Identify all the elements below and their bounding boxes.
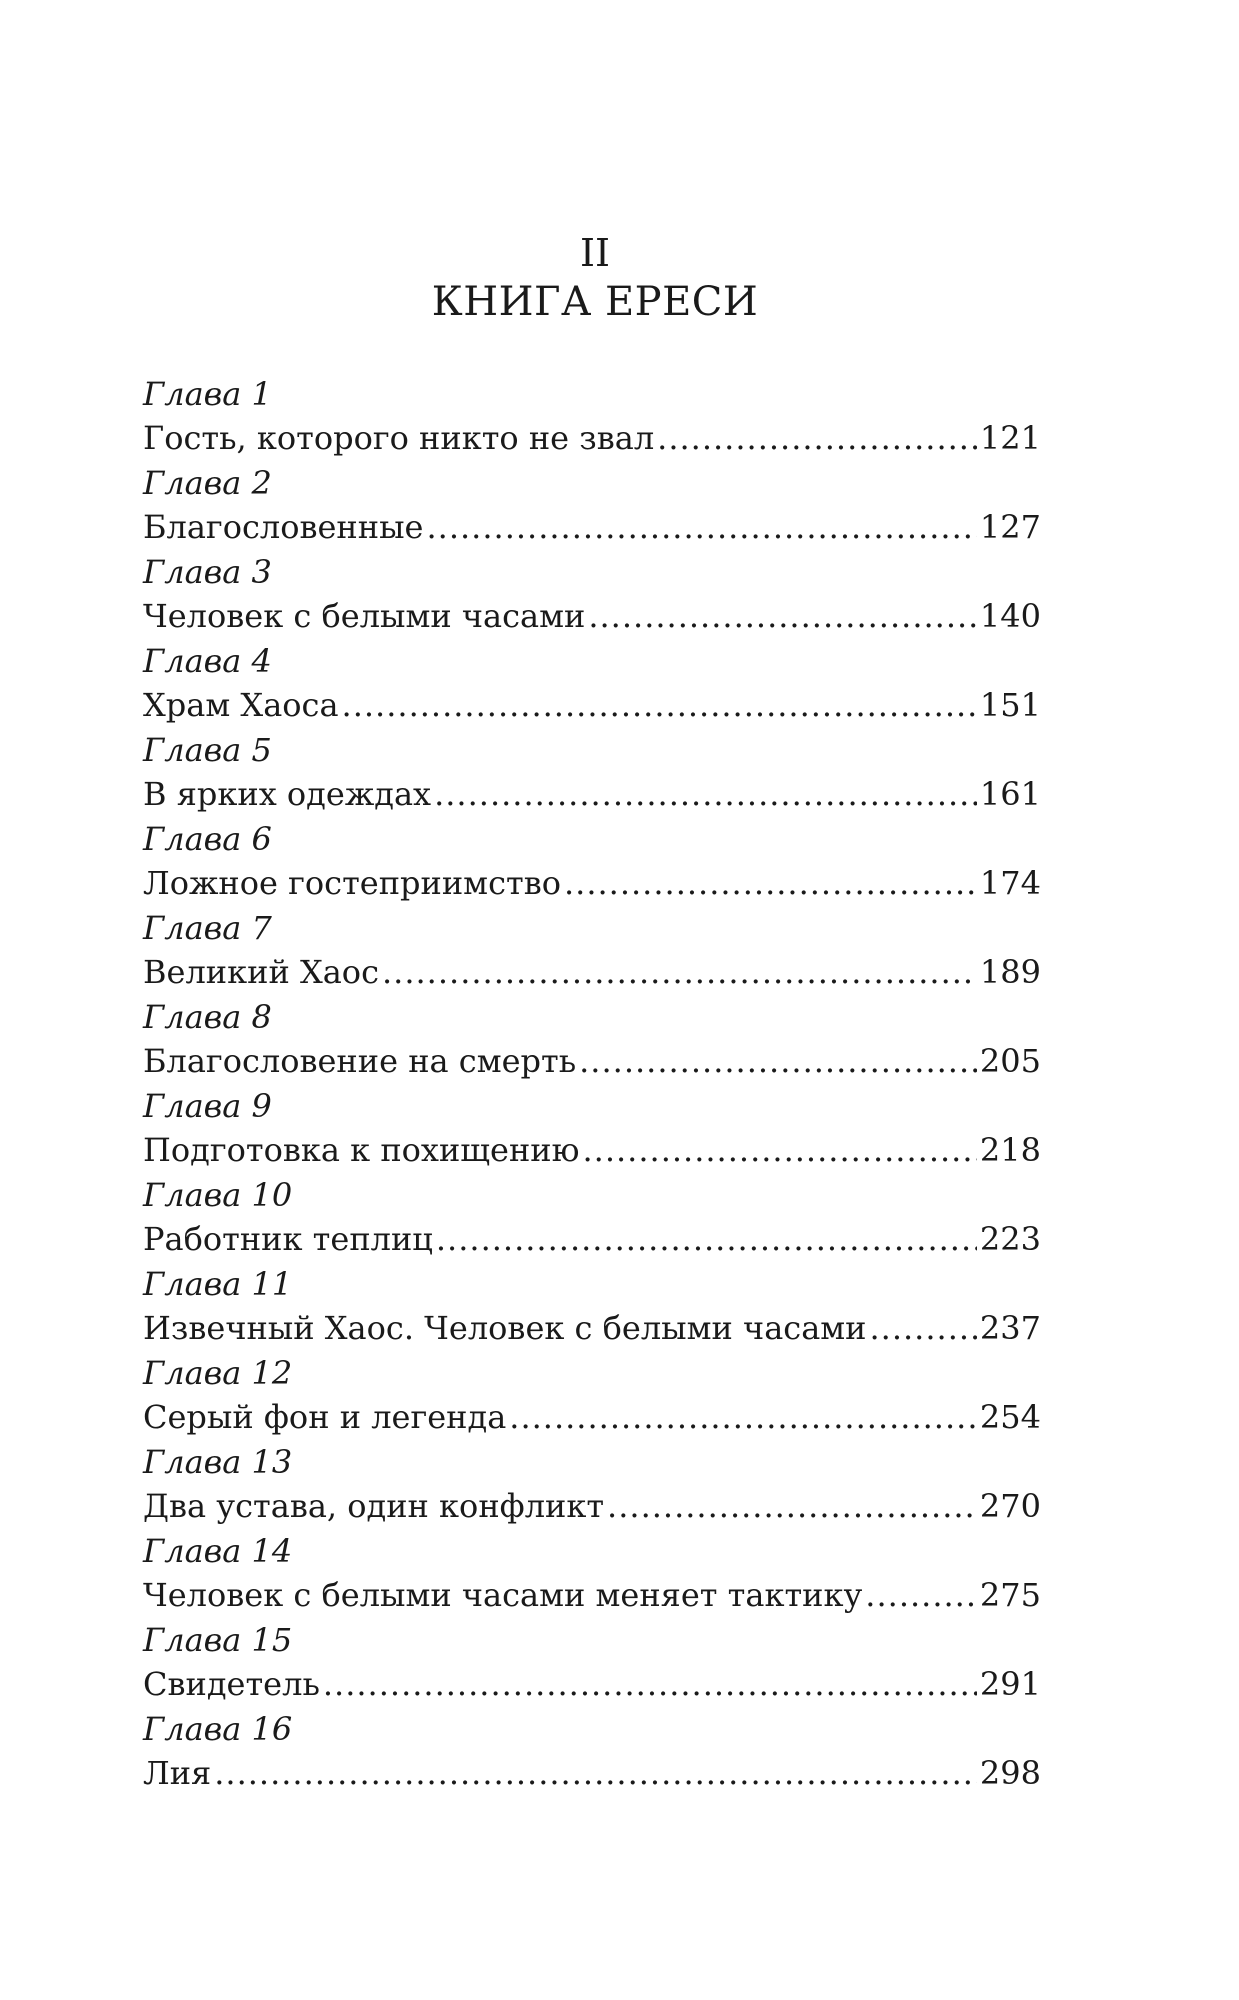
chapter-title: Гость, которого никто не звал (143, 419, 655, 457)
page-number: 140 (979, 597, 1041, 635)
chapter-label: Глава 1 (143, 375, 272, 413)
toc-chapter-6 (143, 817, 1041, 906)
chapter-title: Подготовка к похищению (143, 1131, 580, 1169)
toc-entry[interactable] (143, 1573, 1041, 1617)
toc-entry[interactable] (143, 505, 1041, 549)
toc-chapter-2 (143, 461, 1041, 550)
toc-entry[interactable] (143, 772, 1041, 816)
page-number: 189 (979, 953, 1041, 991)
dot-leader (579, 1039, 977, 1083)
page-number: 174 (979, 864, 1041, 902)
toc-chapter-14 (143, 1529, 1041, 1618)
dot-leader (582, 1128, 976, 1172)
toc-chapter-4 (143, 639, 1041, 728)
chapter-title: Лия (143, 1754, 212, 1792)
chapter-title: Серый фон и легенда (143, 1398, 507, 1436)
toc-entry[interactable] (143, 1217, 1041, 1261)
part-header (0, 230, 1190, 328)
chapter-label: Глава 8 (143, 998, 272, 1036)
chapter-label: Глава 9 (143, 1087, 272, 1125)
page-number: 298 (979, 1754, 1041, 1792)
toc-chapter-15 (143, 1618, 1041, 1707)
page-number: 205 (979, 1042, 1041, 1080)
toc-entry[interactable] (143, 1484, 1041, 1528)
toc-chapter-8 (143, 995, 1041, 1084)
page-number: 121 (979, 419, 1041, 457)
chapter-title: Человек с белыми часами меняет тактику (143, 1576, 863, 1614)
chapter-title: В ярких одеждах (143, 775, 432, 813)
chapter-label: Глава 11 (143, 1265, 293, 1303)
part-number: II (579, 231, 611, 275)
chapter-label: Глава 16 (143, 1710, 293, 1748)
dot-leader (564, 861, 977, 905)
toc-entry[interactable] (143, 683, 1041, 727)
page-number: 161 (979, 775, 1041, 813)
page-number: 127 (979, 508, 1041, 546)
toc-chapter-3 (143, 550, 1041, 639)
chapter-title: Человек с белыми часами (143, 597, 586, 635)
chapter-title: Благословенные (143, 508, 424, 546)
page-number: 291 (979, 1665, 1041, 1703)
chapter-label: Глава 7 (143, 909, 272, 947)
chapter-label: Глава 15 (143, 1621, 293, 1659)
page-number: 151 (979, 686, 1041, 724)
chapter-label: Глава 6 (143, 820, 272, 858)
chapter-label: Глава 12 (143, 1354, 293, 1392)
page-number: 270 (979, 1487, 1041, 1525)
chapter-label: Глава 13 (143, 1443, 293, 1481)
page-number: 275 (979, 1576, 1041, 1614)
toc-chapter-10 (143, 1173, 1041, 1262)
chapter-title: Извечный Хаос. Человек с белыми часами (143, 1309, 867, 1347)
page-number: 237 (979, 1309, 1041, 1347)
dot-leader (382, 950, 977, 994)
dot-leader (323, 1662, 977, 1706)
page-number: 254 (979, 1398, 1041, 1436)
chapter-title: Два устава, один конфликт (143, 1487, 605, 1525)
chapter-title: Храм Хаоса (143, 686, 339, 724)
toc-chapter-1 (143, 372, 1041, 461)
toc-chapter-13 (143, 1440, 1041, 1529)
table-of-contents (143, 372, 1041, 1796)
chapter-label: Глава 2 (143, 464, 272, 502)
toc-chapter-11 (143, 1262, 1041, 1351)
toc-entry[interactable] (143, 950, 1041, 994)
toc-entry[interactable] (143, 1128, 1041, 1172)
page-number: 218 (979, 1131, 1041, 1169)
dot-leader (607, 1484, 977, 1528)
dot-leader (214, 1751, 977, 1795)
toc-entry[interactable] (143, 1751, 1041, 1795)
dot-leader (865, 1573, 977, 1617)
chapter-label: Глава 3 (143, 553, 272, 591)
dot-leader (657, 416, 977, 460)
chapter-title: Великий Хаос (143, 953, 379, 991)
dot-leader (509, 1395, 977, 1439)
dot-leader (588, 594, 977, 638)
toc-entry[interactable] (143, 1039, 1041, 1083)
toc-entry[interactable] (143, 861, 1041, 905)
page-number: 223 (979, 1220, 1041, 1258)
dot-leader (342, 683, 977, 727)
chapter-label: Глава 10 (143, 1176, 293, 1214)
toc-chapter-9 (143, 1084, 1041, 1173)
dot-leader (426, 505, 976, 549)
chapter-title: Работник теплиц (143, 1220, 433, 1258)
chapter-title: Благословение на смерть (143, 1042, 577, 1080)
toc-entry[interactable] (143, 1395, 1041, 1439)
chapter-title: Свидетель (143, 1665, 320, 1703)
chapter-label: Глава 14 (143, 1532, 293, 1570)
toc-entry[interactable] (143, 594, 1041, 638)
toc-chapter-7 (143, 906, 1041, 995)
part-title: КНИГА ЕРЕСИ (431, 279, 759, 325)
toc-chapter-5 (143, 728, 1041, 817)
chapter-label: Глава 4 (143, 642, 272, 680)
chapter-title: Ложное гостеприимство (143, 864, 561, 902)
toc-entry[interactable] (143, 1306, 1041, 1350)
dot-leader (436, 1217, 977, 1261)
toc-chapter-16 (143, 1707, 1041, 1796)
dot-leader (434, 772, 977, 816)
toc-chapter-12 (143, 1351, 1041, 1440)
toc-entry[interactable] (143, 1662, 1041, 1706)
toc-entry[interactable] (143, 416, 1041, 460)
chapter-label: Глава 5 (143, 731, 272, 769)
dot-leader (869, 1306, 976, 1350)
